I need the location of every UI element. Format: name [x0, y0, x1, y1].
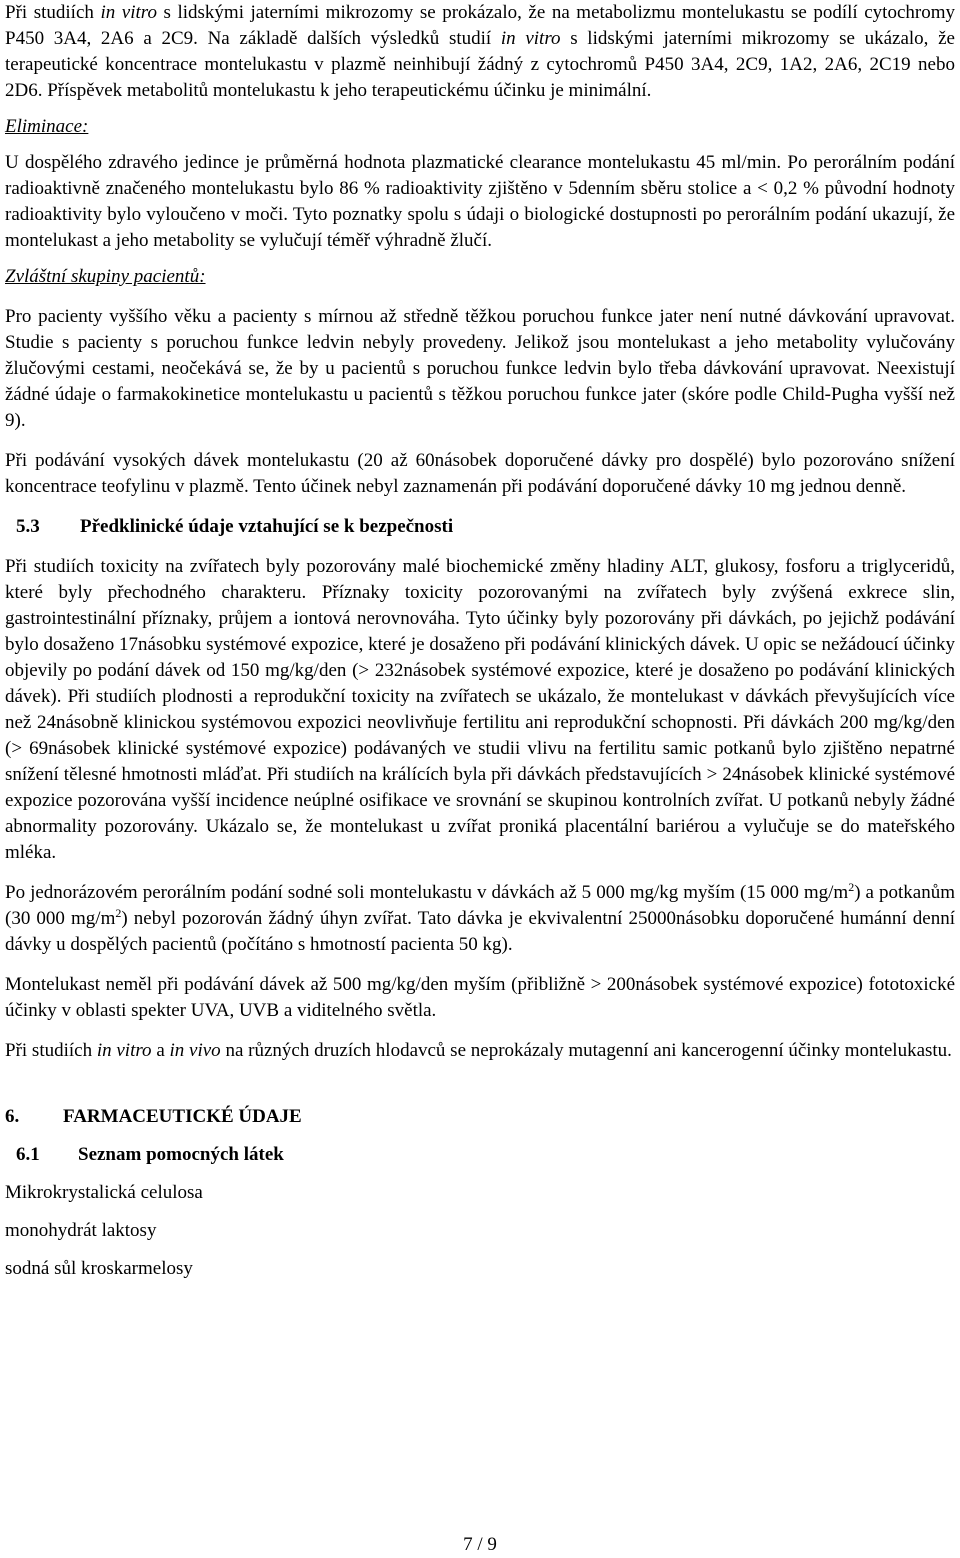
italic-term: in vitro [96, 1040, 152, 1061]
excipient-item: Mikrokrystalická celulosa [5, 1182, 203, 1203]
heading-special-groups [5, 264, 955, 290]
excipient-item: monohydrát laktosy [5, 1220, 157, 1241]
section-number: 6. [5, 1106, 20, 1127]
subheading-text: Eliminace: [5, 116, 89, 137]
paragraph-single-dose [5, 880, 955, 958]
section-heading-5-3 [5, 514, 955, 540]
paragraph-elimination: U dospělého zdravého jedince je průměrná hodnota plazmatické clearance montelukastu 45 ml/min. Po perorálním podání radioaktivně značeného montelukastu bylo 86 % radioaktivity zjištěno v 5denním sběru stolice a < 0,2 % původní hodnoty radioaktivity bylo vyloučeno v moči. Tyto poznatky spolu s údaji o biologické dostupnosti po perorálním podání ukazují, že montelukast a jeho metabolity se vylučují téměř výhradně žlučí. [5, 152, 955, 251]
superscript: 2 [115, 906, 122, 920]
italic-term: in vitro [500, 28, 561, 49]
text-run: Při studiích [5, 2, 101, 23]
text-run: Po jednorázovém perorálním podání sodné soli montelukastu v dávkách až 5 000 mg/kg myším (15 000 mg/m [5, 882, 849, 903]
section-number: 6.1 [16, 1144, 40, 1165]
text-run: s lidskými jaterními mikrozomy se ukázalo, že terapeutické koncentrace montelukastu v plazmě neinhibují žádný z cytochromů P450 3A4, 2C9, 1A2, 2A6, 2C19 nebo 2D6. Příspěvek metabolitů montelukastu k jeho terapeutickému účinku je minimální. [5, 28, 955, 101]
section-title: Seznam pomocných látek [78, 1144, 284, 1165]
paragraph-mutagenicity [5, 1038, 955, 1064]
paragraph-phototoxicity: Montelukast neměl při podávání dávek až 500 mg/kg/den myším (přibližně > 200násobek systémové expozice) fototoxické účinky v oblasti spekter UVA, UVB a viditelného světla. [5, 974, 955, 1021]
italic-term: in vivo [169, 1040, 221, 1061]
paragraph-toxicity: Při studiích toxicity na zvířatech byly pozorovány malé biochemické změny hladiny ALT, glukosy, fosforu a triglyceridů, které byly přechodného charakteru. Příznaky toxicity pozorovanými na zvířatech byly zvýšená exkrece slin, gastrointestinální příznaky, průjem a iontová nerovnováha. Tyto účinky byly pozorovány při dávkách, po jejichž podávání bylo dosaženo 17násobku systémové expozice, které je dosaženo při podávání klinických dávek. U opic se nežádoucí účinky objevily po podání dávek od 150 mg/kg/den (> 232násobek systémové expozice, které je dosaženo po podávání klinických dávek). Při studiích plodnosti a reprodukční toxicity na zvířatech se ukázalo, že montelukast v dávkách převyšujících více než 24násobně klinickou systémovou expozici neovlivňuje fertilitu ani reprodukční schopnosti. Při dávkách 200 mg/kg/den (> 69násobek klinické systémové expozice) podávaných ve studii vlivu na fertilitu samic potkanů bylo zjištěno nepatrné snížení tělesné hmotnosti mláďat. Při studiích na králících byla při dávkách představujících > 24násobek klinické systémové expozice pozorována vyšší incidence neúplné osifikace ve srovnání se skupinou kontrolních zvířat. U potkanů nebyly žádné abnormality pozorovány. Ukázalo se, že montelukast u zvířat proniká placentální bariérou a vylučuje se do mateřského mléka. [5, 556, 955, 863]
section-title: Předklinické údaje vztahující se k bezpečnosti [80, 516, 454, 537]
section-number: 5.3 [16, 516, 40, 537]
italic-term: in vitro [100, 2, 157, 23]
section-heading-6 [5, 1104, 955, 1130]
text-run: s lidskými jaterními mikrozomy se prokázalo, že na metabolizmu montelukastu se podílí cytochromy P450 3A4, 2A6 a 2C9. Na základě dalších výsledků studií [5, 2, 955, 49]
heading-elimination [5, 114, 955, 140]
text-run: ) a potkanům (30 000 mg/m [5, 882, 955, 929]
section-title: FARMACEUTICKÉ ÚDAJE [63, 1106, 302, 1127]
section-heading-6-1 [5, 1142, 955, 1168]
text-run: a [151, 1040, 170, 1061]
document-page [5, 0, 955, 1282]
paragraph-high-doses: Při podávání vysokých dávek montelukastu (20 až 60násobek doporučené dávky pro dospělé) bylo pozorováno snížení koncentrace teofylinu v plazmě. Tento účinek nebyl zaznamenán při podávání doporučené dávky 10 mg jednou denně. [5, 450, 955, 497]
subheading-text: Zvláštní skupiny pacientů: [5, 266, 206, 287]
superscript: 2 [848, 880, 855, 894]
text-run: na různých druzích hlodavců se neprokázaly mutagenní ani kancerogenní účinky montelukastu. [220, 1040, 952, 1061]
text-run: Při studiích [5, 1040, 97, 1061]
paragraph-metabolism [5, 0, 955, 104]
paragraph-special-groups: Pro pacienty vyššího věku a pacienty s mírnou až středně těžkou poruchou funkce jater není nutné dávkování upravovat. Studie s pacienty s poruchou funkce ledvin nebyly provedeny. Jelikož jsou montelukast a jeho metabolity vylučovány žlučovými cestami, neočekává se, že by u pacientů s poruchou funkce ledvin bylo třeba dávkování upravovat. Neexistují žádné údaje o farmakokinetice montelukastu u pacientů s těžkou poruchou funkce jater (skóre podle Child-Pugha vyšší než 9). [5, 306, 955, 431]
text-run: ) nebyl pozorován žádný úhyn zvířat. Tato dávka je ekvivalentní 25000násobku doporučené humánní denní dávky u dospělých pacientů (počítáno s hmotností pacienta 50 kg). [5, 908, 955, 955]
excipient-item: sodná sůl kroskarmelosy [5, 1258, 193, 1279]
page-number: 7 / 9 [463, 1534, 497, 1555]
